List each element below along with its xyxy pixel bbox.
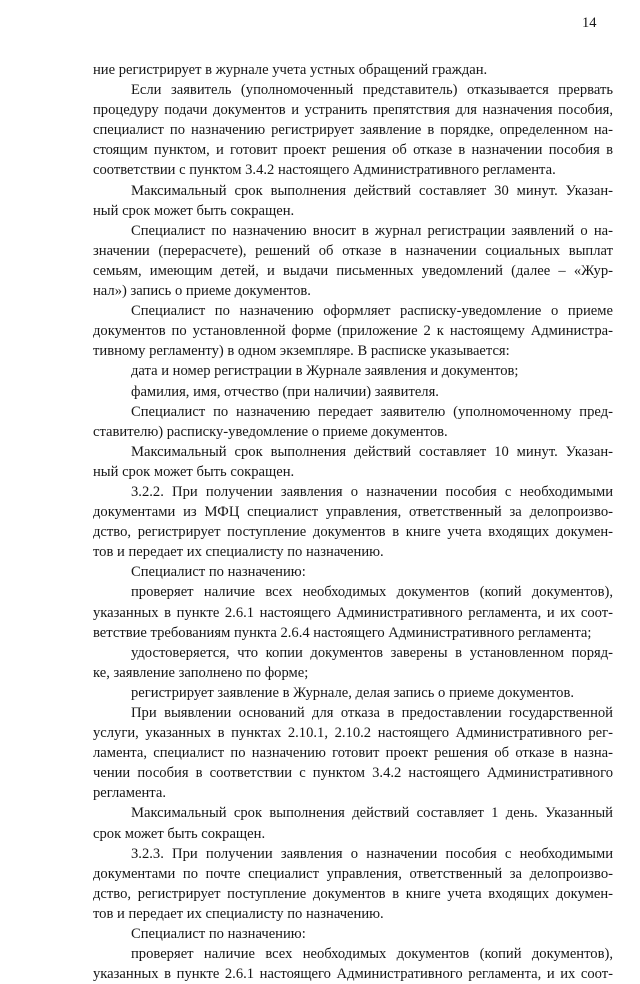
document-body <box>93 60 613 984</box>
text-line: удостоверяется, что копии документов заверены в установленном поряд- <box>131 644 613 661</box>
text-line: Если заявитель (уполномоченный представитель) отказывается прервать <box>131 82 613 99</box>
text-line: регистрирует заявление в Журнале, делая запись о приеме документов. <box>131 684 574 701</box>
text-line: ке, заявление заполнено по форме; <box>93 664 309 681</box>
text-line: тивному регламенту) в одном экземпляре. В расписке указывается: <box>93 343 510 360</box>
text-line: указанных в пункте 2.6.1 настоящего Административного регламента, и их соот- <box>93 966 613 983</box>
text-line: документами по почте специалист управления, ответственный за делопроизво- <box>93 865 613 882</box>
text-line: специалист по назначению регистрирует заявление в порядке, определенном на- <box>93 122 613 139</box>
text-line: стоящим пунктом, и готовит проект решения об отказе в назначении пособия в <box>93 142 613 159</box>
text-line: Специалист по назначению вносит в журнал регистрации заявлений о на- <box>131 222 613 239</box>
text-line: Специалист по назначению: <box>131 564 306 581</box>
text-line: ламента, специалист по назначению готовит проект решения об отказе в назна- <box>93 745 613 762</box>
text-line: При выявлении оснований для отказа в предоставлении государственной <box>131 705 613 721</box>
text-line: проверяет наличие всех необходимых документов (копий документов), <box>131 584 613 601</box>
text-line: фамилия, имя, отчество (при наличии) заявителя. <box>131 383 439 400</box>
text-line: ветствие требованиям пункта 2.6.4 настоящего Административного регламента; <box>93 624 592 641</box>
text-line: ный срок может быть сокращен. <box>93 463 295 480</box>
text-line: 3.2.2. При получении заявления о назначении пособия с необходимыми <box>131 483 613 500</box>
text-line: нал») запись о приеме документов. <box>93 283 311 300</box>
text-line: документов по установленной форме (приложение 2 к настоящему Администра- <box>93 323 613 340</box>
text-line: проверяет наличие всех необходимых документов (копий документов), <box>131 946 613 963</box>
text-line: 3.2.3. При получении заявления о назначении пособия с необходимыми <box>131 845 613 862</box>
text-line: Максимальный срок выполнения действий составляет 30 минут. Указан- <box>131 182 613 199</box>
text-line: срок может быть сокращен. <box>93 825 266 842</box>
text-line: чении пособия в соответствии с пунктом 3.4.2 настоящего Административного <box>93 765 613 782</box>
text-line: регламента. <box>93 785 166 802</box>
text-line: семьям, имеющим детей, и выдачи письменных уведомлений (далее – «Жур- <box>93 262 613 279</box>
text-line: тов и передает их специалисту по назначению. <box>93 544 384 561</box>
text-line: Специалист по назначению передает заявителю (уполномоченному пред- <box>131 403 613 420</box>
text-line: Специалист по назначению: <box>131 926 306 943</box>
text-line: соответствии с пунктом 3.4.2 настоящего Административного регламента. <box>93 162 556 179</box>
text-line: Специалист по назначению оформляет расписку-уведомление о приеме <box>131 303 613 320</box>
page-number: 14 <box>582 15 597 31</box>
text-line: услуги, указанных в пунктах 2.10.1, 2.10.2 настоящего Административного рег- <box>93 725 613 742</box>
text-line: дата и номер регистрации в Журнале заявления и документов; <box>131 363 519 380</box>
text-line: значении (перерасчете), решений об отказе в назначении социальных выплат <box>93 242 613 259</box>
text-line: ставителю) расписку-уведомление о приеме документов. <box>93 423 448 440</box>
text-line: дство, регистрирует поступление документов в книге учета входящих докумен- <box>93 524 613 541</box>
text-line: процедуру подачи документов и устранить препятствия для назначения пособия, <box>93 102 613 119</box>
text-line: указанных в пункте 2.6.1 настоящего Административного регламента, и их соот- <box>93 604 613 621</box>
text-line: тов и передает их специалисту по назначению. <box>93 905 384 922</box>
text-line: документами из МФЦ специалист управления, ответственный за делопроизво- <box>93 504 613 521</box>
text-line: Максимальный срок выполнения действий составляет 10 минут. Указан- <box>131 443 613 460</box>
text-line: ный срок может быть сокращен. <box>93 202 295 219</box>
text-line: ние регистрирует в журнале учета устных обращений граждан. <box>93 62 488 78</box>
text-line: Максимальный срок выполнения действий составляет 1 день. Указанный <box>131 805 613 822</box>
text-line: дство, регистрирует поступление документов в книге учета входящих докумен- <box>93 885 613 902</box>
